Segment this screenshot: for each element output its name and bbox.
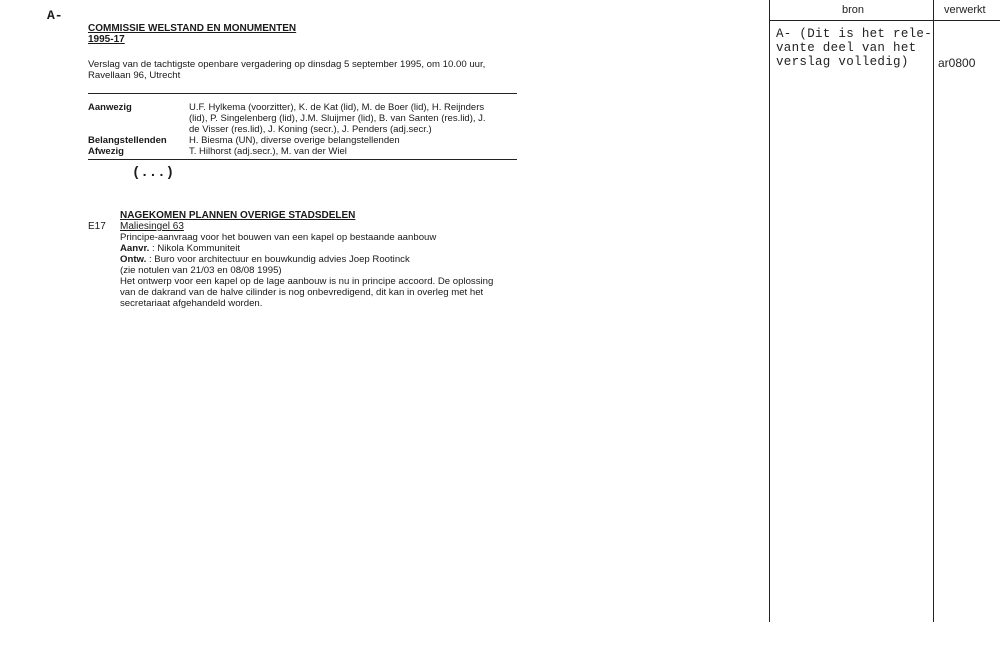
stakeholders-value: H. Biesma (UN), diverse overige belangstellenden bbox=[189, 135, 400, 146]
present-line-1: U.F. Hylkema (voorzitter), K. de Kat (lid), M. de Boer (lid), H. Reijnders bbox=[189, 102, 485, 113]
item-designer bbox=[120, 254, 410, 265]
present-line-3: de Visser (res.lid), J. Koning (secr.), J. Penders (adj.secr.) bbox=[189, 124, 432, 135]
designer-value: : Buro voor architectuur en bouwkundig advies Joep Rootinck bbox=[148, 254, 410, 265]
report-line-2: Ravellaan 96, Utrecht bbox=[88, 70, 181, 81]
item-address: Maliesingel 63 bbox=[120, 221, 184, 232]
report-line-1: Verslag van de tachtigste openbare vergadering op dinsdag 5 september 1995, om 10.00 uur, bbox=[88, 59, 486, 70]
stakeholders-label: Belangstellenden bbox=[88, 135, 167, 146]
divider-top bbox=[88, 93, 517, 94]
divider-bottom bbox=[88, 159, 517, 160]
item-code: E17 bbox=[88, 221, 106, 232]
item-request: Principe-aanvraag voor het bouwen van een kapel op bestaande aanbouw bbox=[120, 232, 437, 243]
bron-note-line-1: A- (Dit is het rele- bbox=[776, 27, 933, 41]
absent-label: Afwezig bbox=[88, 146, 124, 157]
absent-value: T. Hilhorst (adj.secr.), M. van der Wiel bbox=[189, 146, 347, 157]
item-text-line-2: van de dakrand van de halve cilinder is nog onbevredigend, dit kan in overleg met het bbox=[120, 287, 484, 298]
designer-label: Ontw. bbox=[120, 254, 147, 265]
document-title: COMMISSIE WELSTAND EN MONUMENTEN bbox=[88, 23, 297, 34]
bron-note-line-3: verslag volledig) bbox=[776, 55, 909, 69]
present-label: Aanwezig bbox=[88, 102, 132, 113]
document-number: 1995-17 bbox=[88, 34, 125, 45]
column-header-verwerkt: verwerkt bbox=[944, 4, 986, 16]
section-heading: NAGEKOMEN PLANNEN OVERIGE STADSDELEN bbox=[120, 210, 356, 221]
corner-mark: A- bbox=[47, 8, 63, 23]
item-text-line-3: secretariaat afgehandeld worden. bbox=[120, 298, 263, 309]
applicant-label: Aanvr. bbox=[120, 243, 150, 254]
applicant-value: : Nikola Kommuniteit bbox=[152, 243, 240, 254]
item-notes-ref: (zie notulen van 21/03 en 08/08 1995) bbox=[120, 265, 282, 276]
right-panel-left-border bbox=[769, 0, 770, 622]
right-panel-header-rule bbox=[769, 20, 1000, 21]
column-header-bron: bron bbox=[842, 4, 865, 16]
bron-note-line-2: vante deel van het bbox=[776, 41, 917, 55]
item-text-line-1: Het ontwerp voor een kapel op de lage aanbouw is nu in principe accoord. De oplossing bbox=[120, 276, 494, 287]
right-panel-divider bbox=[933, 0, 934, 622]
verwerkt-code: ar0800 bbox=[938, 56, 976, 70]
present-line-2: (lid), P. Singelenberg (lid), J.M. Sluijmer (lid), B. van Santen (res.lid), J. bbox=[189, 113, 486, 124]
item-applicant bbox=[120, 243, 240, 254]
ellipsis-mark: (...) bbox=[132, 165, 175, 181]
